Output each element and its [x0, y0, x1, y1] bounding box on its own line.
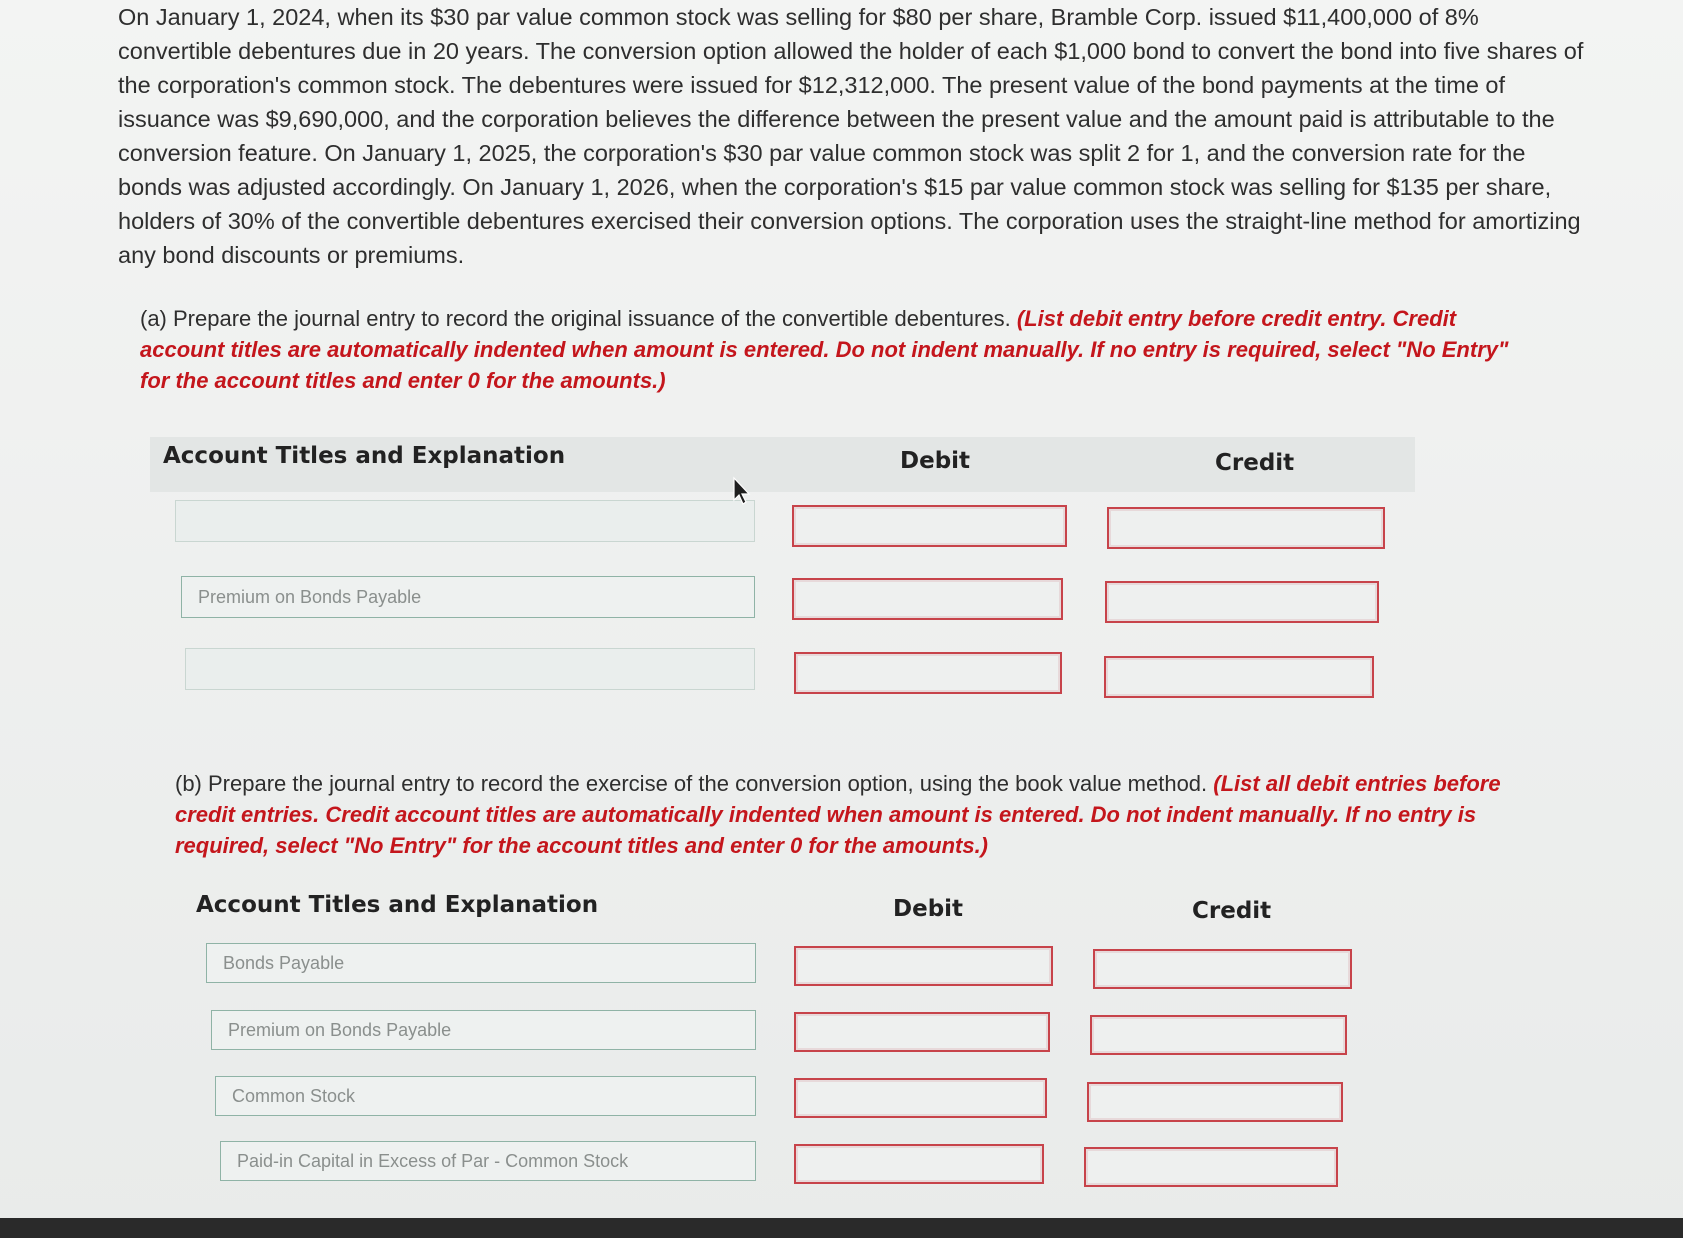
- part-a-account-field-2[interactable]: Premium on Bonds Payable: [181, 576, 755, 618]
- part-b-header-debit: Debit: [893, 896, 964, 922]
- part-a-credit-field-1[interactable]: [1107, 507, 1385, 549]
- part-b-instructions: [175, 768, 1535, 861]
- part-b-header-credit: Credit: [1192, 898, 1272, 924]
- part-b-instruction-text: (b) Prepare the journal entry to record the exercise of the conversion option, using the book value method.: [175, 771, 1208, 796]
- part-b-account-field-3[interactable]: Common Stock: [215, 1076, 756, 1116]
- part-b-account-field-1[interactable]: Bonds Payable: [206, 943, 756, 983]
- problem-statement: [118, 0, 1588, 272]
- part-a-instruction-emphasis: (List debit entry before credit entry. Credit account titles are automatically indented when amount is entered. Do not indent manually. If no entry is required, select "No Entry" for the account titles and enter 0 for the amounts.): [140, 306, 1509, 393]
- part-b-credit-field-3[interactable]: [1087, 1082, 1343, 1122]
- part-b-debit-field-3[interactable]: [794, 1078, 1047, 1118]
- mouse-pointer-icon: [732, 476, 752, 506]
- part-a-credit-field-3[interactable]: [1104, 656, 1374, 698]
- part-a-instructions: [140, 303, 1540, 396]
- part-b-instruction-emphasis: (List all debit entries before credit entries. Credit account titles are automatically indented when amount is entered. Do not indent manually. If no entry is required, select "No Entry" for the account titles and enter 0 for the amounts.): [175, 771, 1501, 858]
- part-a-account-field-1[interactable]: [175, 500, 755, 542]
- part-b-debit-field-4[interactable]: [794, 1144, 1044, 1184]
- part-a-header-debit: Debit: [900, 448, 971, 474]
- part-b-account-field-2[interactable]: Premium on Bonds Payable: [211, 1010, 756, 1050]
- part-b-credit-field-1[interactable]: [1093, 949, 1352, 989]
- part-a-header-credit: Credit: [1215, 450, 1295, 476]
- part-b-header-account: Account Titles and Explanation: [196, 892, 599, 918]
- problem-text: On January 1, 2024, when its $30 par value common stock was selling for $80 per share, Bramble Corp. issued $11,400,000 of 8% convertible debentures due in 20 years. The conversion option allowed the holder of each $1,000 bond to convert the bond into five shares of the corporation's common stock. The debentures were issued for $12,312,000. The present value of the bond payments at the time of issuance was $9,690,000, and the corporation believes the difference between the present value and the amount paid is attributable to the conversion feature. On January 1, 2025, the corporation's $30 par value common stock was split 2 for 1, and the conversion rate for the bonds was adjusted accordingly. On January 1, 2026, when the corporation's $15 par value common stock was selling for $135 per share, holders of 30% of the convertible debentures exercised their conversion options. The corporation uses the straight-line method for amortizing any bond discounts or premiums.: [118, 4, 1584, 268]
- part-b-debit-field-2[interactable]: [794, 1012, 1050, 1052]
- part-b-credit-field-2[interactable]: [1090, 1015, 1347, 1055]
- part-a-debit-field-1[interactable]: [792, 505, 1067, 547]
- part-a-debit-field-3[interactable]: [794, 652, 1062, 694]
- part-a-instruction-text: (a) Prepare the journal entry to record the original issuance of the convertible debentures.: [140, 306, 1011, 331]
- part-a-header-account: Account Titles and Explanation: [163, 443, 566, 469]
- part-a-credit-field-2[interactable]: [1105, 581, 1379, 623]
- part-a-account-field-3[interactable]: [185, 648, 755, 690]
- screen-bottom-bezel: [0, 1218, 1683, 1238]
- part-b-account-field-4[interactable]: Paid-in Capital in Excess of Par - Common Stock: [220, 1141, 756, 1181]
- part-b-credit-field-4[interactable]: [1084, 1147, 1338, 1187]
- part-b-debit-field-1[interactable]: [794, 946, 1053, 986]
- part-a-debit-field-2[interactable]: [792, 578, 1063, 620]
